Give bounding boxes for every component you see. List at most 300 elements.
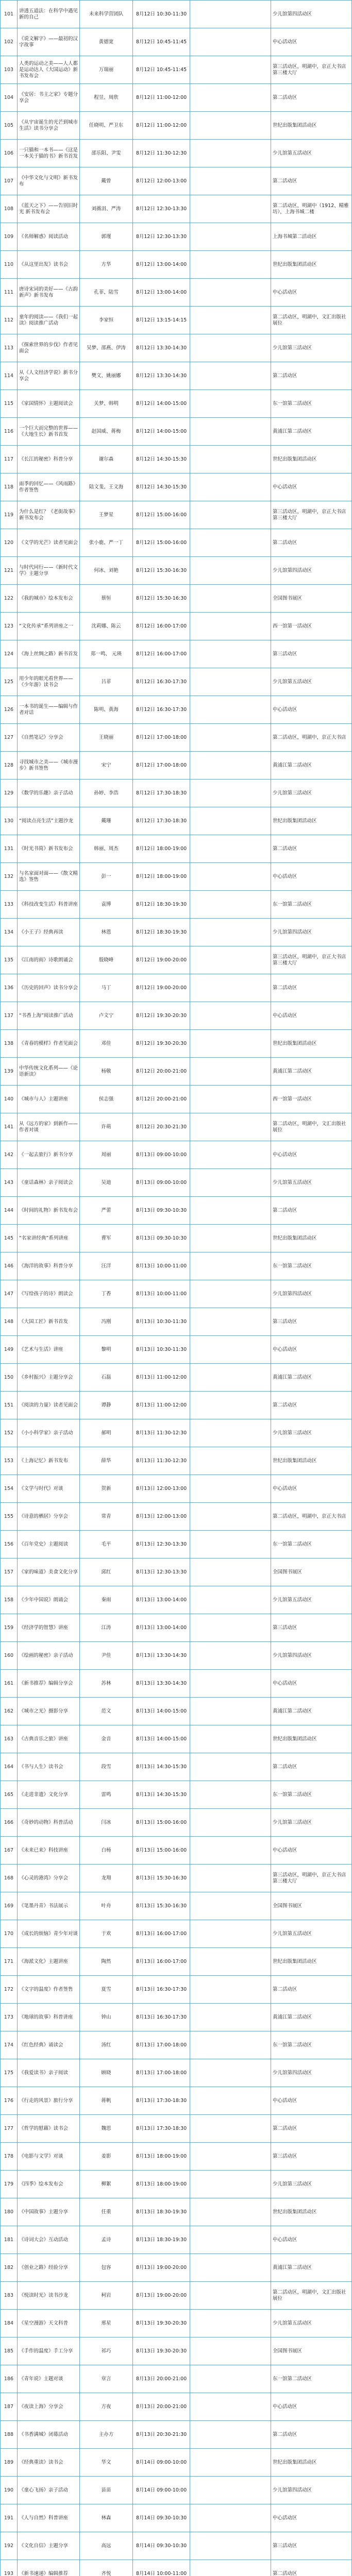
event-venue: 全国图书展区: [271, 2337, 352, 2365]
event-time: 8月12日 15:30-16:30: [133, 585, 190, 613]
event-time: 8月12日 14:00-15:00: [133, 390, 190, 418]
event-time: 8月12日 15:00-16:00: [133, 529, 190, 557]
table-row: [1, 2198, 352, 2226]
event-venue: 东一馆第二活动区: [271, 1531, 352, 1558]
event-number: 125: [1, 668, 18, 696]
event-guest: 主办方: [80, 2421, 133, 2449]
event-number: 151: [1, 1392, 18, 1419]
event-empty: [190, 2254, 271, 2282]
event-guest: 吕菲: [80, 668, 133, 696]
event-number: 188: [1, 2421, 18, 2449]
table-row: [1, 1086, 352, 1113]
event-empty: [190, 2198, 271, 2226]
event-time: 8月13日 14:30-15:30: [133, 1753, 190, 1781]
event-venue: 全国图书展区: [271, 1558, 352, 1586]
event-empty: [190, 2532, 271, 2560]
event-guest: 黎明: [80, 1336, 133, 1364]
event-venue: 第二活动区，明湖中，京正大书店: [271, 724, 352, 752]
table-row: [1, 1642, 352, 1670]
event-time: 8月13日 10:30-11:30: [133, 1336, 190, 1364]
event-empty: [190, 1, 271, 28]
event-number: 162: [1, 1698, 18, 1725]
event-number: 169: [1, 1892, 18, 1920]
event-empty: [190, 2337, 271, 2365]
event-guest: 谢尔森: [80, 446, 133, 473]
event-guest: 刘薇涓、严涛: [80, 195, 133, 223]
event-title: 人类的运动之美——人人都是运动达人《大国运动》新书发布会: [18, 56, 80, 84]
event-venue: 世纪出版集团活动区: [271, 251, 352, 279]
event-number: 172: [1, 1976, 18, 2004]
event-venue: 世纪出版集团活动区: [271, 1225, 352, 1252]
event-number: 189: [1, 2449, 18, 2477]
event-venue: 世纪出版集团活动区: [271, 2449, 352, 2477]
event-title: 《创业之路》经验分享: [18, 2254, 80, 2282]
event-time: 8月13日 13:30-14:30: [133, 1642, 190, 1670]
table-row: [1, 84, 352, 112]
event-time: 8月13日 15:30-16:30: [133, 1865, 190, 1892]
event-empty: [190, 891, 271, 919]
event-number: 139: [1, 1058, 18, 1086]
table-row: [1, 863, 352, 891]
event-guest: 马丁: [80, 974, 133, 1002]
event-time: 8月13日 13:00-14:00: [133, 1586, 190, 1614]
event-time: 8月12日 13:30-14:30: [133, 362, 190, 390]
event-empty: [190, 1531, 271, 1558]
event-number: 133: [1, 891, 18, 919]
event-venue: 中心活动区: [271, 28, 352, 56]
table-row: [1, 501, 352, 529]
event-title: 《小王子》经典再读: [18, 919, 80, 946]
table-row: [1, 585, 352, 613]
event-title: 《青年说》主题对谈: [18, 2365, 80, 2393]
event-title: 《历史的回声》读书分享会: [18, 974, 80, 1002]
event-time: 8月13日 20:00-21:00: [133, 2393, 190, 2421]
event-venue: 西一馆第一活动区: [271, 1086, 352, 1113]
event-time: 8月13日 16:00-17:00: [133, 1948, 190, 1976]
event-guest: 孙婷、李浩: [80, 779, 133, 807]
event-number: 110: [1, 251, 18, 279]
event-time: 8月14日 10:00-11:00: [133, 2560, 190, 2576]
event-time: 8月14日 09:30-10:30: [133, 2504, 190, 2532]
table-row: [1, 2477, 352, 2504]
event-empty: [190, 1976, 271, 2004]
event-guest: 严蕾: [80, 1197, 133, 1225]
table-row: [1, 835, 352, 863]
table-row: [1, 1503, 352, 1531]
event-guest: 白杨: [80, 1837, 133, 1865]
event-venue: 黄浦江第二活动区: [271, 1058, 352, 1086]
event-title: 《人与自然》科普讲座: [18, 2504, 80, 2532]
event-number: 152: [1, 1419, 18, 1447]
table-row: [1, 2282, 352, 2310]
event-title: 《家的味道》美食文化分享: [18, 1558, 80, 1586]
event-venue: 第二活动区: [271, 2560, 352, 2576]
event-empty: [190, 696, 271, 724]
table-row: [1, 1141, 352, 1169]
event-empty: [190, 2226, 271, 2254]
event-guest: 金音: [80, 1725, 133, 1753]
event-number: 149: [1, 1336, 18, 1364]
event-empty: [190, 2143, 271, 2171]
event-venue: 第二活动区: [271, 835, 352, 863]
table-row: [1, 195, 352, 223]
table-row: [1, 2087, 352, 2115]
event-title: 《我爱读书》亲子阅读: [18, 2059, 80, 2087]
event-empty: [190, 1865, 271, 1892]
event-empty: [190, 501, 271, 529]
event-guest: 苗苗: [80, 2477, 133, 2504]
event-title: 与时代同行——《新时代文学》主题分享: [18, 557, 80, 585]
event-number: 159: [1, 1614, 18, 1642]
event-time: 8月14日 09:00-10:00: [133, 2449, 190, 2477]
event-guest: 张小鹿、严一丁: [80, 529, 133, 557]
event-number: 191: [1, 2504, 18, 2532]
event-empty: [190, 307, 271, 334]
event-title: 《红色经典》诵读会: [18, 2031, 80, 2059]
event-title: 一本书的诞生——编辑与作者对话: [18, 696, 80, 724]
event-guest: 黄德宽: [80, 28, 133, 56]
event-number: 184: [1, 2310, 18, 2337]
event-title: 《城市与人》主题讲座: [18, 1086, 80, 1113]
event-guest: 许萌: [80, 1113, 133, 1141]
event-empty: [190, 1809, 271, 1837]
event-venue: 黄浦江第二活动区: [271, 1364, 352, 1392]
table-row: [1, 279, 352, 307]
event-guest: 魏思: [80, 2115, 133, 2143]
event-guest: 苏林: [80, 1670, 133, 1698]
event-venue: 黄浦江第二活动区: [271, 418, 352, 446]
event-venue: 东一馆第二活动区: [271, 891, 352, 919]
event-title: 《从宇宙诞生的光芒到城市生活》读书分享会: [18, 112, 80, 140]
event-time: 8月13日 19:30-20:30: [133, 2337, 190, 2365]
event-guest: 陈明、黄海: [80, 696, 133, 724]
event-guest: 郝明: [80, 1419, 133, 1447]
event-guest: 顾晓: [80, 2059, 133, 2087]
event-title: “名家讲经典”系列讲座: [18, 1225, 80, 1252]
event-time: 8月13日 12:30-13:30: [133, 1531, 190, 1558]
event-guest: 汤红: [80, 2031, 133, 2059]
event-venue: 第三活动区: [271, 640, 352, 668]
event-title: 《城市之光》摄影分享: [18, 1698, 80, 1725]
event-title: 用少年的眼光看世界——《少年游》读书会: [18, 668, 80, 696]
event-title: “阅读点亮生活”主题沙龙: [18, 807, 80, 835]
event-time: 8月13日 16:30-17:30: [133, 2004, 190, 2031]
event-title: 《百年党史》主题阅读: [18, 1531, 80, 1558]
event-title: 《我的城市》绘本发布会: [18, 585, 80, 613]
event-time: 8月12日 16:30-17:30: [133, 696, 190, 724]
event-time: 8月12日 18:30-19:30: [133, 891, 190, 919]
event-venue: 东一馆第二活动区: [271, 2031, 352, 2059]
event-time: 8月12日 16:00-17:00: [133, 613, 190, 640]
event-number: 173: [1, 2004, 18, 2031]
event-number: 168: [1, 1865, 18, 1892]
event-empty: [190, 1447, 271, 1475]
event-number: 114: [1, 362, 18, 390]
event-empty: [190, 1753, 271, 1781]
event-empty: [190, 640, 271, 668]
event-venue: 第二活动区: [271, 1392, 352, 1419]
event-title: 《名师解惑》阅读活动: [18, 223, 80, 251]
event-title: 《科技改变生活》科普讲座: [18, 891, 80, 919]
event-time: 8月13日 11:30-12:30: [133, 1447, 190, 1475]
event-empty: [190, 529, 271, 557]
event-title: 《地球的故事》科普讲座: [18, 2004, 80, 2031]
event-empty: [190, 2004, 271, 2031]
event-empty: [190, 195, 271, 223]
table-row: [1, 2226, 352, 2254]
event-time: 8月12日 10:45-11:45: [133, 28, 190, 56]
event-empty: [190, 585, 271, 613]
event-empty: [190, 1948, 271, 1976]
event-venue: 少儿馆第三活动区: [271, 334, 352, 362]
event-venue: 全国图书展区: [271, 585, 352, 613]
event-venue: 少儿馆第四活动区: [271, 1642, 352, 1670]
event-time: 8月13日 15:00-16:00: [133, 1837, 190, 1865]
event-empty: [190, 779, 271, 807]
event-title: 《从这里出发》读书会: [18, 251, 80, 279]
event-guest: 邓佳: [80, 1030, 133, 1058]
event-time: 8月13日 12:00-13:00: [133, 1503, 190, 1531]
event-venue: 世纪出版集团活动区: [271, 112, 352, 140]
table-row: [1, 1280, 352, 1308]
event-time: 8月13日 13:30-14:30: [133, 1670, 190, 1698]
event-guest: 龙翔: [80, 1865, 133, 1892]
event-empty: [190, 2477, 271, 2504]
event-empty: [190, 919, 271, 946]
event-number: 186: [1, 2365, 18, 2393]
event-time: 8月12日 19:30-20:30: [133, 1030, 190, 1058]
event-number: 181: [1, 2226, 18, 2254]
event-venue: 中心活动区: [271, 2504, 352, 2532]
event-title: 《蓝天之下》——告别旧时光 新书发布会: [18, 195, 80, 223]
event-title: 《笔墨丹青》书法展示: [18, 1892, 80, 1920]
event-title: 《安居：书主之家》专题分享会: [18, 84, 80, 112]
event-time: 8月12日 14:30-15:30: [133, 446, 190, 473]
event-guest: 孟诗: [80, 2226, 133, 2254]
event-guest: 钟山: [80, 2004, 133, 2031]
event-empty: [190, 1252, 271, 1280]
event-guest: 杨敬: [80, 1058, 133, 1086]
event-empty: [190, 223, 271, 251]
table-row: [1, 1753, 352, 1781]
event-guest: 关梦、韩明: [80, 390, 133, 418]
event-time: 8月13日 20:00-21:00: [133, 2365, 190, 2393]
table-row: [1, 2031, 352, 2059]
event-title: 《经济学的智慧》讲座: [18, 1614, 80, 1642]
event-time: 8月12日 12:30-13:30: [133, 195, 190, 223]
event-number: 146: [1, 1252, 18, 1280]
table-row: [1, 2504, 352, 2532]
event-title: 《家国情怀》主题阅读会: [18, 390, 80, 418]
event-number: 175: [1, 2059, 18, 2087]
event-number: 174: [1, 2031, 18, 2059]
event-guest: 沈莉娜、陈云: [80, 613, 133, 640]
event-number: 112: [1, 307, 18, 334]
event-title: 《上海记忆》新书发布: [18, 1447, 80, 1475]
event-number: 120: [1, 529, 18, 557]
event-venue: 黄浦江第二活动区: [271, 752, 352, 779]
event-guest: 周丽: [80, 1141, 133, 1169]
event-empty: [190, 140, 271, 167]
event-title: 《文学与时代》对谈: [18, 1475, 80, 1503]
table-row: [1, 1586, 352, 1614]
event-title: 《童心飞扬》亲子活动: [18, 2477, 80, 2504]
table-row: [1, 1781, 352, 1809]
event-guest: 吴迪: [80, 1169, 133, 1197]
event-empty: [190, 1698, 271, 1725]
event-title: 《一起去旅行》新书分享: [18, 1141, 80, 1169]
table-row: [1, 1475, 352, 1503]
event-number: 124: [1, 640, 18, 668]
event-number: 138: [1, 1030, 18, 1058]
event-number: 141: [1, 1113, 18, 1141]
event-title: 《探索世界的步伐》作者见面会: [18, 334, 80, 362]
event-time: 8月13日 14:00-15:00: [133, 1698, 190, 1725]
event-guest: 姜影: [80, 2143, 133, 2171]
event-guest: 曹军: [80, 1225, 133, 1252]
event-venue: 东一馆第二活动区: [271, 2365, 352, 2393]
event-guest: 未来科学营团队: [80, 1, 133, 28]
event-guest: 樊文、姚丽娜: [80, 362, 133, 390]
table-row: [1, 1865, 352, 1892]
event-guest: 殷晓峰: [80, 946, 133, 974]
event-time: 8月12日 11:30-12:30: [133, 140, 190, 167]
event-time: 8月12日 20:30-21:30: [133, 1113, 190, 1141]
event-empty: [190, 2031, 271, 2059]
table-row: [1, 2310, 352, 2337]
event-number: 104: [1, 84, 18, 112]
event-guest: 段雪: [80, 1753, 133, 1781]
event-guest: 卢文宁: [80, 1002, 133, 1030]
event-venue: 第二活动区，明湖中，文汇出版社展位: [271, 2282, 352, 2310]
event-guest: 蔡恒: [80, 585, 133, 613]
event-title: 《未来已来》科技讲座: [18, 1837, 80, 1865]
event-guest: 林恩: [80, 919, 133, 946]
event-guest: 柯岩: [80, 2282, 133, 2310]
event-time: 8月13日 19:00-20:00: [133, 2282, 190, 2310]
event-guest: 郭瑾: [80, 223, 133, 251]
event-guest: 戴珊: [80, 807, 133, 835]
event-title: 童年的阅读——《我们一起读》阅读推广活动: [18, 307, 80, 334]
table-row: [1, 2449, 352, 2477]
event-guest: 邢星: [80, 2310, 133, 2337]
event-time: 8月13日 16:00-17:00: [133, 1920, 190, 1948]
event-time: 8月12日 12:30-13:30: [133, 223, 190, 251]
event-title: 《文学的光芒》读者见面会: [18, 529, 80, 557]
event-number: 190: [1, 2477, 18, 2504]
table-row: [1, 1308, 352, 1336]
event-title: 《海上丝绸之路》新书首发: [18, 640, 80, 668]
event-empty: [190, 1030, 271, 1058]
event-guest: 宋宁: [80, 752, 133, 779]
event-guest: 韩丽、周杰: [80, 835, 133, 863]
event-empty: [190, 1892, 271, 1920]
event-number: 147: [1, 1280, 18, 1308]
table-row: [1, 473, 352, 501]
event-time: 8月13日 17:00-18:00: [133, 2031, 190, 2059]
event-guest: 祁巧: [80, 2337, 133, 2365]
event-number: 121: [1, 557, 18, 585]
event-empty: [190, 279, 271, 307]
event-empty: [190, 2087, 271, 2115]
table-row: [1, 1002, 352, 1030]
table-row: [1, 1030, 352, 1058]
event-number: 179: [1, 2171, 18, 2198]
event-empty: [190, 28, 271, 56]
event-empty: [190, 251, 271, 279]
event-guest: 于欢: [80, 1920, 133, 1948]
table-row: [1, 1614, 352, 1642]
table-row: [1, 2059, 352, 2087]
event-guest: 齐悦: [80, 2560, 133, 2576]
event-number: 166: [1, 1809, 18, 1837]
event-venue: 第二活动区: [271, 529, 352, 557]
table-row: [1, 2532, 352, 2560]
event-guest: 吴梦、邵燕、伊涛: [80, 334, 133, 362]
event-number: 126: [1, 696, 18, 724]
table-row: [1, 2365, 352, 2393]
event-time: 8月12日 10:30-11:30: [133, 1, 190, 28]
table-row: [1, 446, 352, 473]
event-number: 148: [1, 1308, 18, 1336]
table-row: [1, 1558, 352, 1586]
table-row: [1, 2393, 352, 2421]
event-time: 8月14日 09:00-10:00: [133, 2477, 190, 2504]
table-row: [1, 974, 352, 1002]
table-row: [1, 223, 352, 251]
event-time: 8月13日 10:00-11:00: [133, 1280, 190, 1308]
event-number: 164: [1, 1753, 18, 1781]
event-empty: [190, 613, 271, 640]
event-empty: [190, 668, 271, 696]
event-empty: [190, 1364, 271, 1392]
table-row: [1, 140, 352, 167]
event-empty: [190, 2310, 271, 2337]
table-row: [1, 1225, 352, 1252]
event-venue: 少儿馆第四活动区: [271, 919, 352, 946]
event-guest: 任晓明、严卫东: [80, 112, 133, 140]
event-number: 183: [1, 2282, 18, 2310]
event-venue: 第三活动区，明湖中，京正大书店第三楼大厅: [271, 1865, 352, 1892]
event-number: 111: [1, 279, 18, 307]
event-title: 《长江的秘密》科普分享: [18, 446, 80, 473]
event-time: 8月14日 09:30-10:30: [133, 2532, 190, 2560]
event-empty: [190, 1642, 271, 1670]
event-guest: 程昱、周欣: [80, 84, 133, 112]
event-venue: 第三活动区: [271, 1308, 352, 1336]
event-venue: 中心活动区: [271, 1141, 352, 1169]
event-venue: 少儿馆第五活动区: [271, 2310, 352, 2337]
event-venue: 少儿馆第四活动区: [271, 1280, 352, 1308]
event-time: 8月13日 11:00-12:00: [133, 1364, 190, 1392]
event-number: 130: [1, 807, 18, 835]
event-title: 《乡村振兴》主题分享会: [18, 1364, 80, 1392]
event-guest: 方夜: [80, 2393, 133, 2421]
event-venue: 少儿馆第三活动区: [271, 2171, 352, 2198]
event-number: 163: [1, 1725, 18, 1753]
event-time: 8月13日 11:30-12:30: [133, 1419, 190, 1447]
event-title: 《书与人生》读书会: [18, 1753, 80, 1781]
event-number: 132: [1, 863, 18, 891]
event-guest: 江涛: [80, 1614, 133, 1642]
event-venue: 第二活动区: [271, 1197, 352, 1225]
event-time: 8月12日 12:00-13:00: [133, 167, 190, 195]
event-empty: [190, 1503, 271, 1531]
table-row: [1, 2560, 352, 2576]
event-venue: 世纪出版集团活动区: [271, 1725, 352, 1753]
table-row: [1, 1336, 352, 1364]
event-guest: 范文: [80, 1698, 133, 1725]
